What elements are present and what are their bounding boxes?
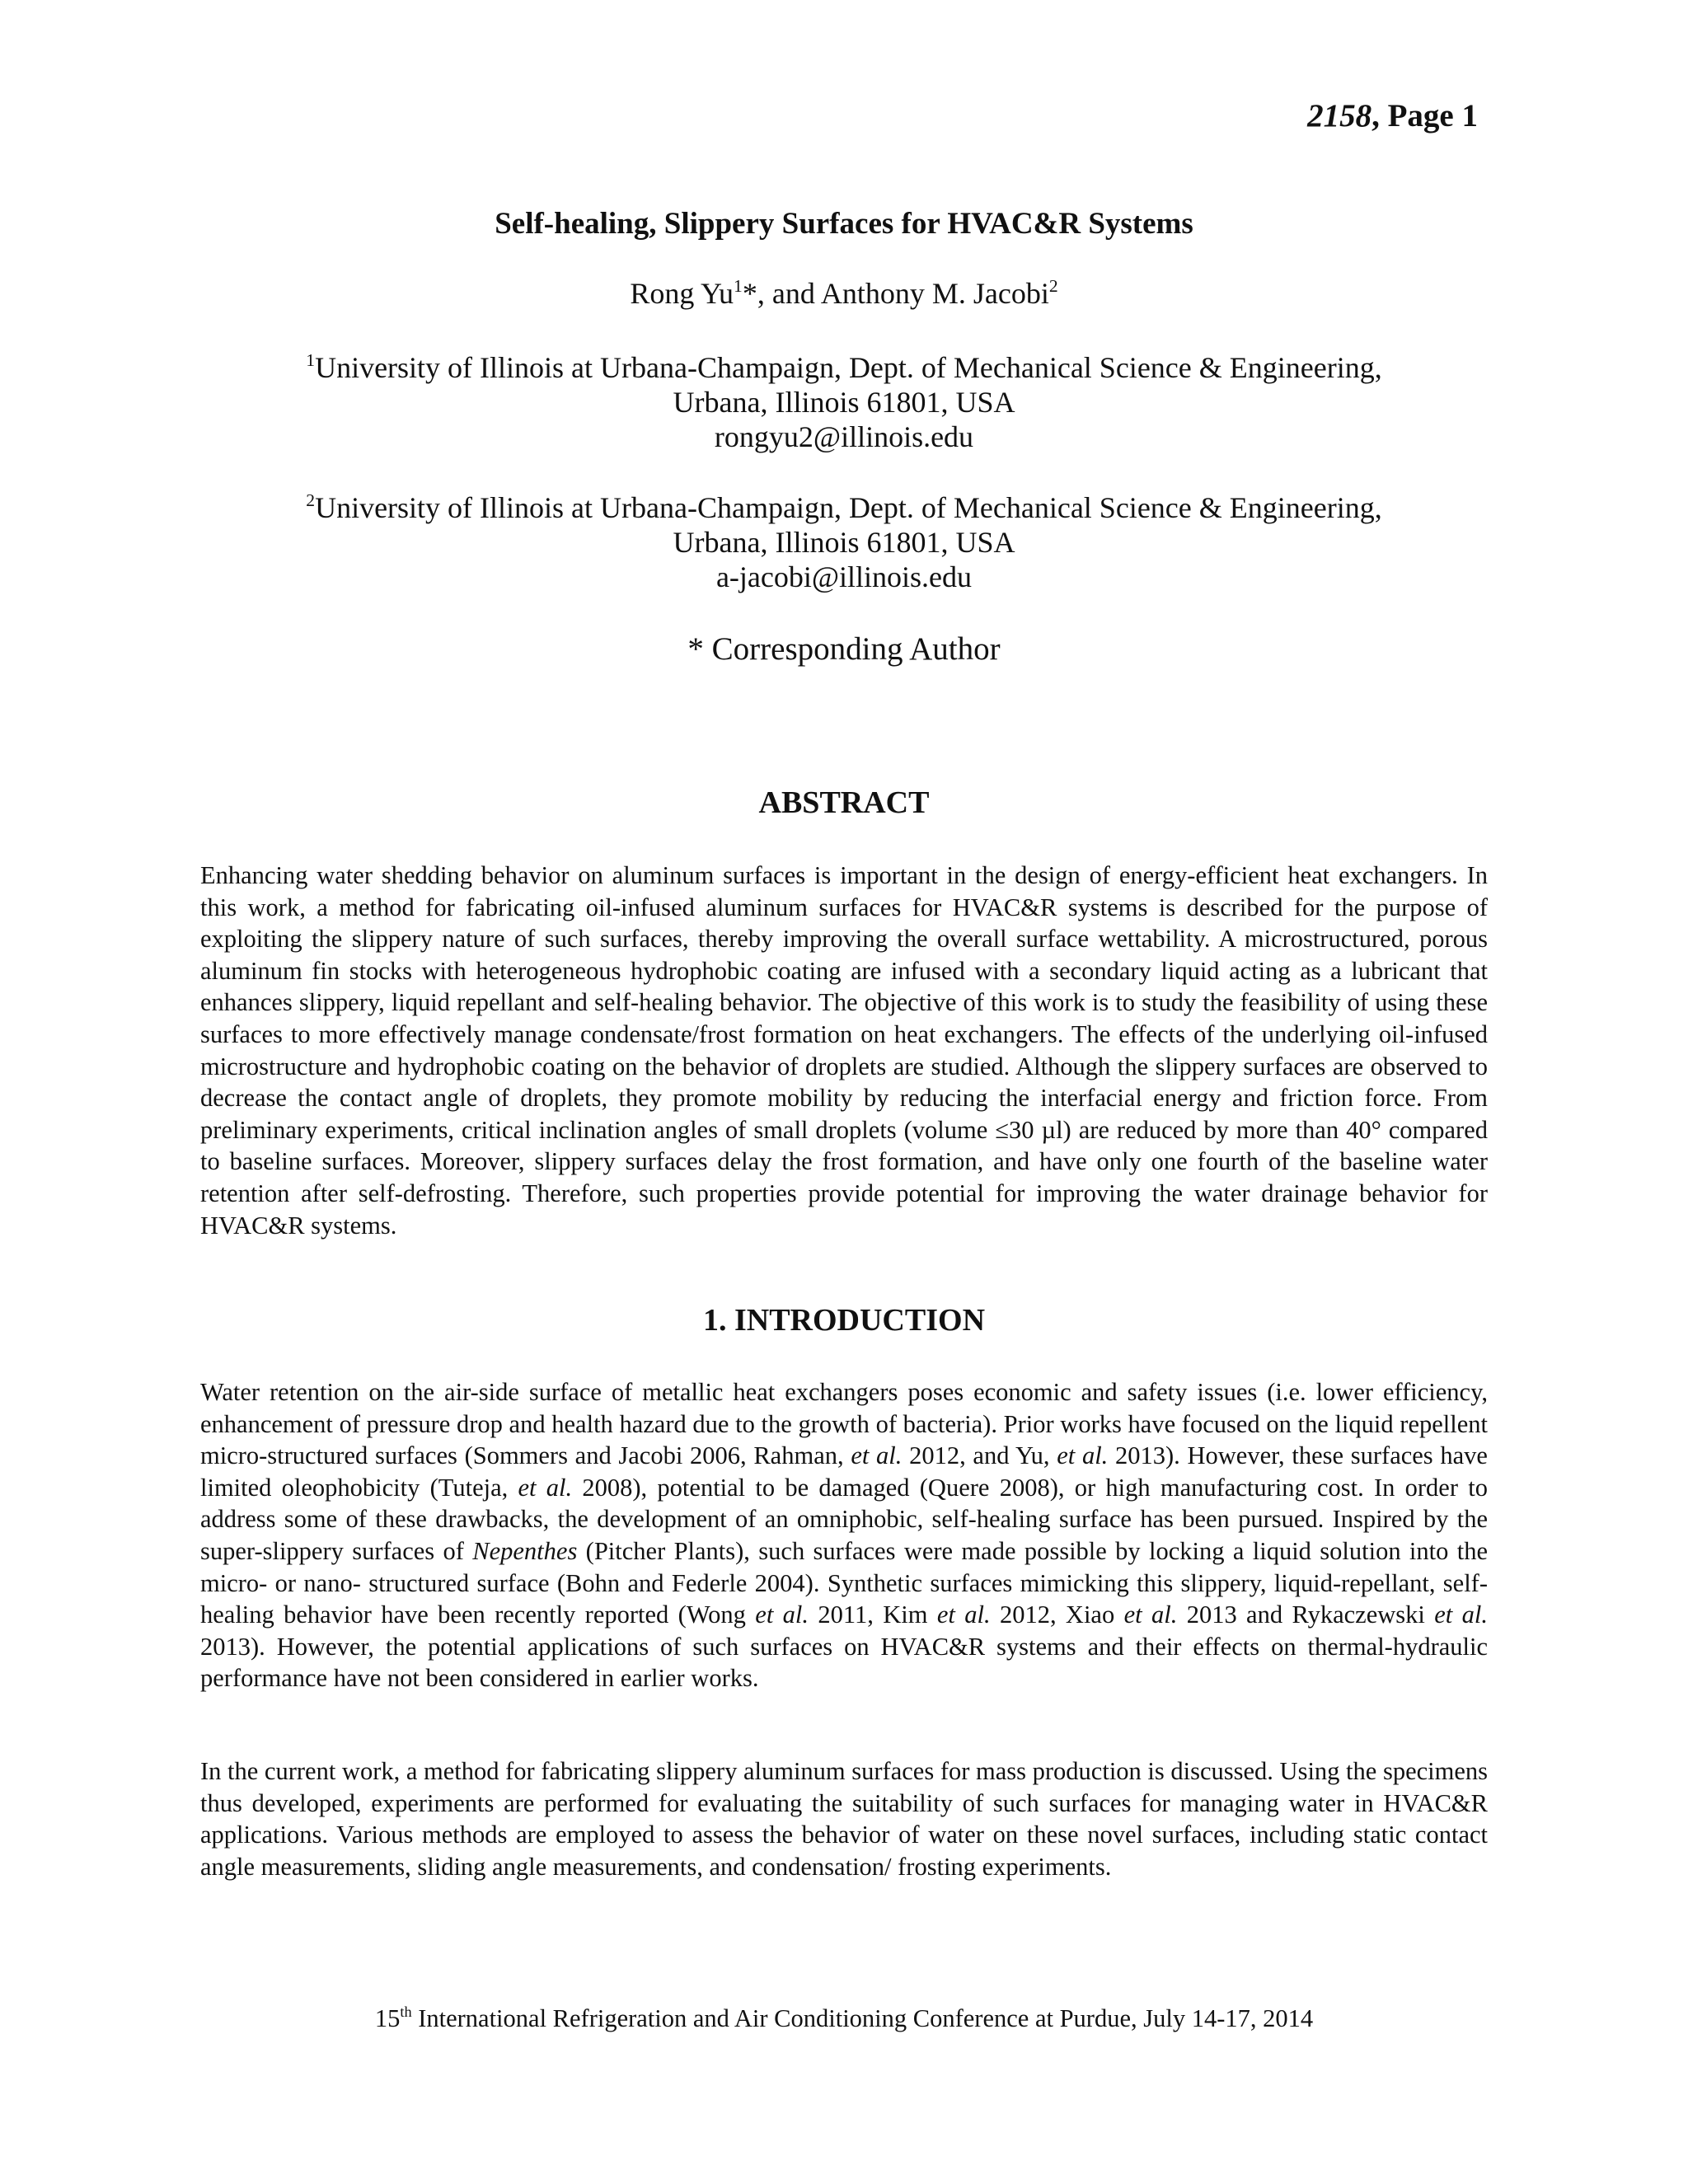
affiliation-1-address: Urbana, Illinois 61801, USA (673, 386, 1015, 419)
corresponding-author-note: * Corresponding Author (687, 631, 1001, 667)
paper-number: 2158 (1307, 98, 1372, 134)
affiliation-2-email: a-jacobi@illinois.edu (715, 560, 973, 593)
affiliation-2-address: Urbana, Illinois 61801, USA (673, 526, 1015, 559)
footer-ordinal-suffix: th (400, 2004, 412, 2021)
page-number (1307, 97, 1478, 134)
author-2-affil-mark: 2 (1048, 275, 1058, 296)
author-2-name: *, and Anthony M. Jacobi (742, 277, 1049, 310)
abstract-heading: ABSTRACT (758, 785, 930, 820)
affiliation-2-mark: 2 (306, 490, 316, 510)
author-1-name: Rong Yu (630, 277, 734, 310)
affiliation-1 (0, 350, 1688, 454)
affiliation-1-institution: University of Illinois at Urbana-Champaign, Dept. of Mechanical Science & Engineering, (315, 351, 1382, 384)
page-label: , Page 1 (1372, 98, 1478, 134)
introduction-paragraph-1: Water retention on the air-side surface of metallic heat exchangers poses economic and safety issues (i.e. lower efficiency, enhancement of pressure drop and health hazard due to the growth of bacteria). Prior works have focused on the liquid repellent micro-structured surfaces (Sommers and Jacobi 2006, Rahman, et al. 2012, and Yu, et al. 2013). However, these surfaces have limited oleophobicity (Tuteja, et al. 2008), potential to be damaged (Quere 2008), or high manufacturing cost. In order to address some of these drawbacks, the development of an omniphobic, self-healing surface has been pursued. Inspired by the super-slippery surfaces of Nepenthes (Pitcher Plants), such surfaces were made possible by locking a liquid solution into the micro- or nano- structured surface (Bohn and Federle 2004). Synthetic surfaces mimicking this slippery, liquid-repellant, self-healing behavior have been recently reported (Wong et al. 2011, Kim et al. 2012, Xiao et al. 2013 and Rykaczewski et al. 2013). However, the potential applications of such surfaces on HVAC&R systems and their effects on thermal-hydraulic performance have not been considered in earlier works. (200, 1378, 1488, 1693)
affiliation-1-email: rongyu2@illinois.edu (714, 420, 974, 453)
conference-footer (0, 2004, 1688, 2033)
author-1-affil-mark: 1 (734, 275, 743, 296)
author-line (0, 276, 1688, 311)
affiliation-2 (0, 490, 1688, 594)
introduction-paragraph-2: In the current work, a method for fabricating slippery aluminum surfaces for mass production is discussed. Using the specimens thus developed, experiments are performed for evaluating the suitability of such surfaces for managing water in HVAC&R applications. Various methods are employed to assess the behavior of water on these novel surfaces, including static contact angle measurements, sliding angle measurements, and condensation/ frosting experiments. (200, 1757, 1488, 1881)
footer-ordinal: 15 (374, 2004, 401, 2032)
paper-title: Self-healing, Slippery Surfaces for HVAC&R Systems (495, 207, 1193, 241)
affiliation-2-institution: University of Illinois at Urbana-Champaign, Dept. of Mechanical Science & Engineering, (315, 491, 1382, 524)
introduction-heading: 1. INTRODUCTION (702, 1303, 986, 1338)
affiliation-2-line1 (0, 490, 1688, 525)
footer-text: International Refrigeration and Air Conditioning Conference at Purdue, July 14-17, 2014 (411, 2004, 1314, 2032)
abstract-text: Enhancing water shedding behavior on aluminum surfaces is important in the design of energy-efficient heat exchangers. In this work, a method for fabricating oil-infused aluminum surfaces for HVAC&R systems is described for the purpose of exploiting the slippery nature of such surfaces, thereby improving the overall surface wettability. A microstructured, porous aluminum fin stocks with heterogeneous hydrophobic coating are infused with a secondary liquid acting as a lubricant that enhances slippery, liquid repellant and self-healing behavior. The objective of this work is to study the feasibility of using these surfaces to more effectively manage condensate/frost formation on heat exchangers. The effects of the underlying oil-infused microstructure and hydrophobic coating on the behavior of droplets are studied. Although the slippery surfaces are observed to decrease the contact angle of droplets, they promote mobility by reducing the interfacial energy and friction force. From preliminary experiments, critical inclination angles of small droplets (volume ≤30 µl) are reduced by more than 40° compared to baseline surfaces. Moreover, slippery surfaces delay the frost formation, and have only one fourth of the baseline water retention after self-defrosting. Therefore, such properties provide potential for improving the water drainage behavior for HVAC&R systems. (200, 861, 1488, 1240)
affiliation-1-line1 (0, 350, 1688, 385)
affiliation-1-mark: 1 (306, 349, 316, 370)
